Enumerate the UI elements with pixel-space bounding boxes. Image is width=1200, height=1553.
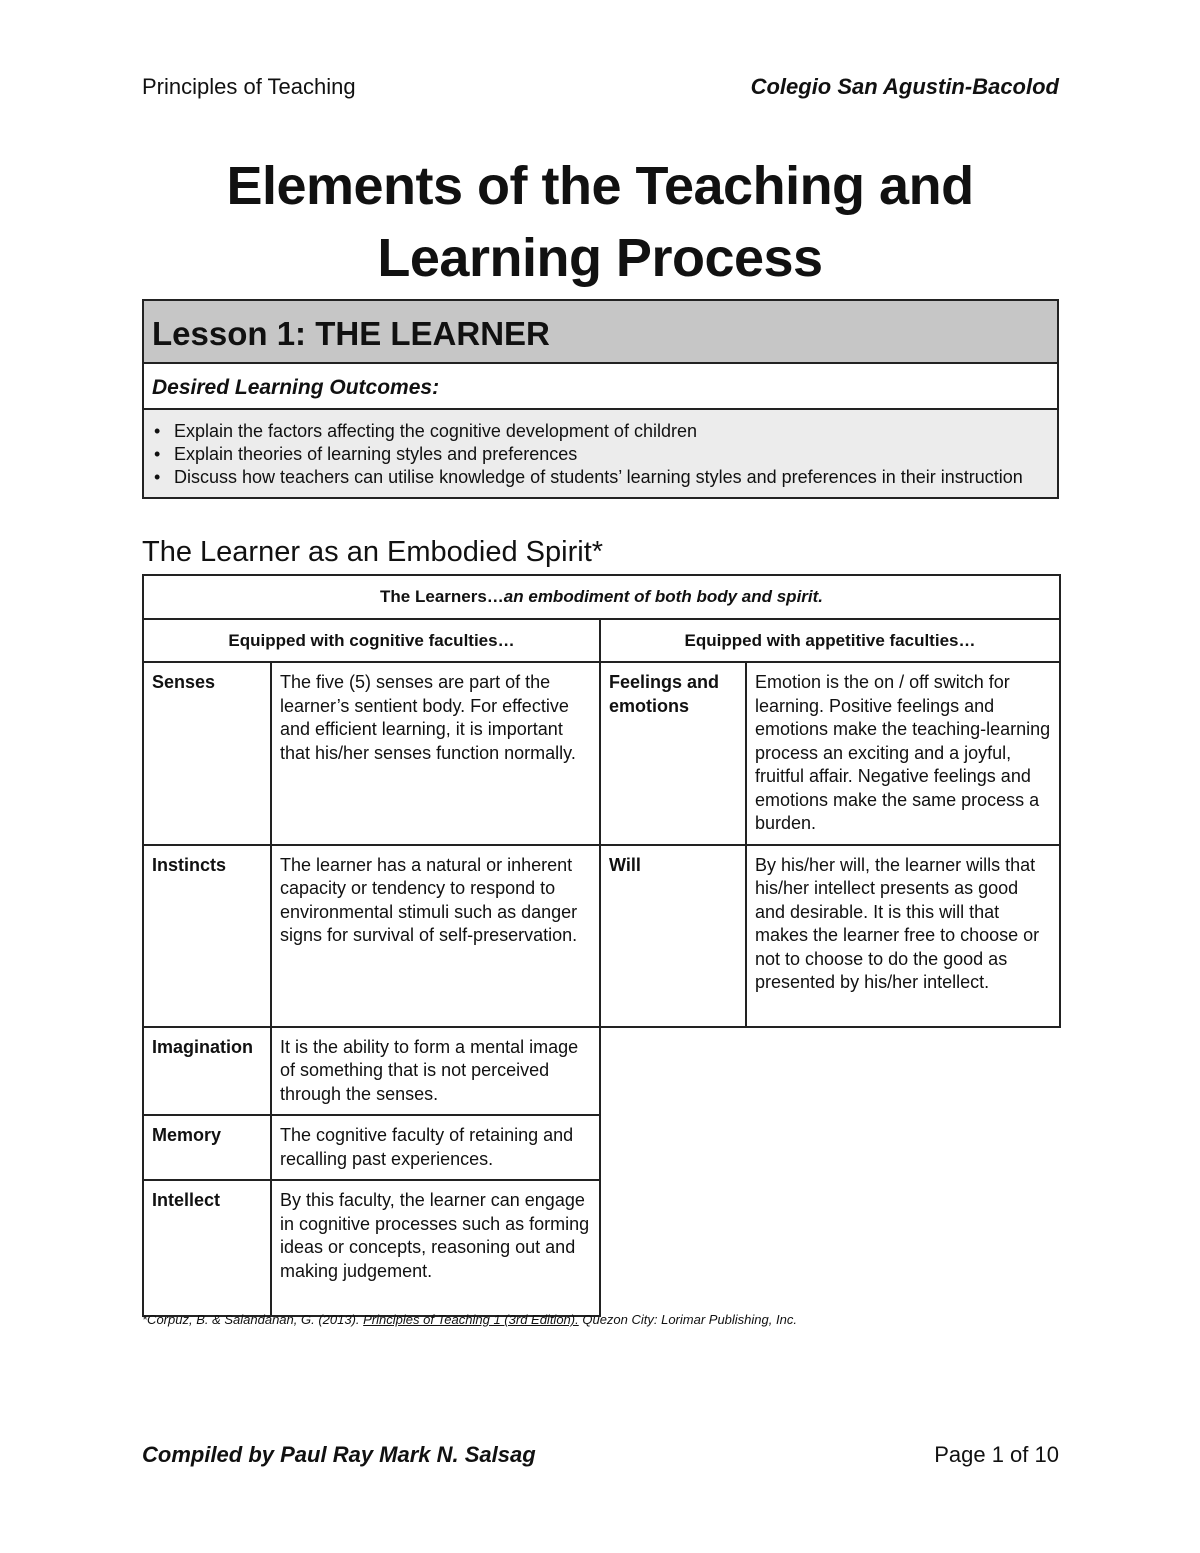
running-header (142, 74, 1059, 100)
faculties-table (142, 574, 1061, 1317)
cognitive-term: Senses (143, 662, 271, 845)
cognitive-description: By this faculty, the learner can engage in cognitive processes such as forming ideas or concepts, reasoning out and making judgement. (271, 1180, 600, 1316)
empty-cell (600, 1180, 1060, 1316)
table-row (143, 845, 1060, 1027)
appetitive-description: Emotion is the on / off switch for learning. Positive feelings and emotions make the teaching-learning process an exciting and a joyful, fruitful affair. Negative feelings and emotions make the same process a burden. (746, 662, 1060, 845)
table-column-headers (143, 619, 1060, 663)
lesson-box (142, 299, 1059, 499)
table-row (143, 1180, 1060, 1316)
appetitive-header: Equipped with appetitive faculties… (600, 619, 1060, 663)
table-row (143, 1027, 1060, 1116)
outcome-item: • Explain theories of learning styles and preferences (154, 443, 1049, 466)
cognitive-description: The five (5) senses are part of the learner’s sentient body. For effective and efficient learning, it is important that his/her senses function normally. (271, 662, 600, 845)
cognitive-description: The learner has a natural or inherent capacity or tendency to respond to environmental stimuli such as danger signs for survival of self-preservation. (271, 845, 600, 1027)
document-title (100, 150, 1100, 294)
cognitive-term: Imagination (143, 1027, 271, 1116)
outcomes-heading: Desired Learning Outcomes: (144, 364, 1057, 410)
course-name: Principles of Teaching (142, 74, 356, 99)
cognitive-description: It is the ability to form a mental image of something that is not perceived through the senses. (271, 1027, 600, 1116)
section-title: The Learner as an Embodied Spirit* (142, 536, 604, 568)
page-number: Page 1 of 10 (934, 1442, 1059, 1467)
cognitive-term: Intellect (143, 1180, 271, 1316)
cognitive-description: The cognitive faculty of retaining and recalling past experiences. (271, 1115, 600, 1180)
appetitive-description: By his/her will, the learner wills that his/her intellect presents as good and desirable. It is this will that makes the learner free to choose or not to choose to do the good as presented by his/her intellect. (746, 845, 1060, 1027)
table-caption-plain: The Learners… (380, 587, 504, 606)
outcomes-list (144, 410, 1057, 497)
footnote (142, 1312, 797, 1327)
empty-cell (600, 1027, 1060, 1116)
empty-cell (600, 1115, 1060, 1180)
appetitive-term: Will (600, 845, 746, 1027)
compiled-by: Compiled by Paul Ray Mark N. Salsag (142, 1442, 536, 1467)
document-title-line-1: Elements of the Teaching and (226, 156, 974, 216)
cognitive-term: Memory (143, 1115, 271, 1180)
document-title-line-2: Learning Process (377, 228, 823, 288)
footnote-book-title: Principles of Teaching 1 (3rd Edition). (363, 1312, 579, 1327)
outcome-item: • Discuss how teachers can utilise knowledge of students’ learning styles and preferences in their instruction (154, 466, 1049, 489)
school-name: Colegio San Agustin-Bacolod (750, 74, 1059, 99)
table-caption (143, 575, 1060, 619)
footnote-publisher: Quezon City: Lorimar Publishing, Inc. (578, 1312, 797, 1327)
appetitive-term: Feelings and emotions (600, 662, 746, 845)
running-footer (142, 1442, 1059, 1468)
table-row (143, 662, 1060, 845)
cognitive-header: Equipped with cognitive faculties… (143, 619, 600, 663)
table-caption-row (143, 575, 1060, 619)
cognitive-term: Instincts (143, 845, 271, 1027)
table-row (143, 1115, 1060, 1180)
footnote-citation: *Corpuz, B. & Salandanan, G. (2013). (142, 1312, 364, 1327)
table-caption-italic: an embodiment of both body and spirit. (503, 587, 824, 606)
lesson-title: Lesson 1: THE LEARNER (144, 301, 1057, 364)
outcome-item: • Explain the factors affecting the cognitive development of children (154, 420, 1049, 443)
